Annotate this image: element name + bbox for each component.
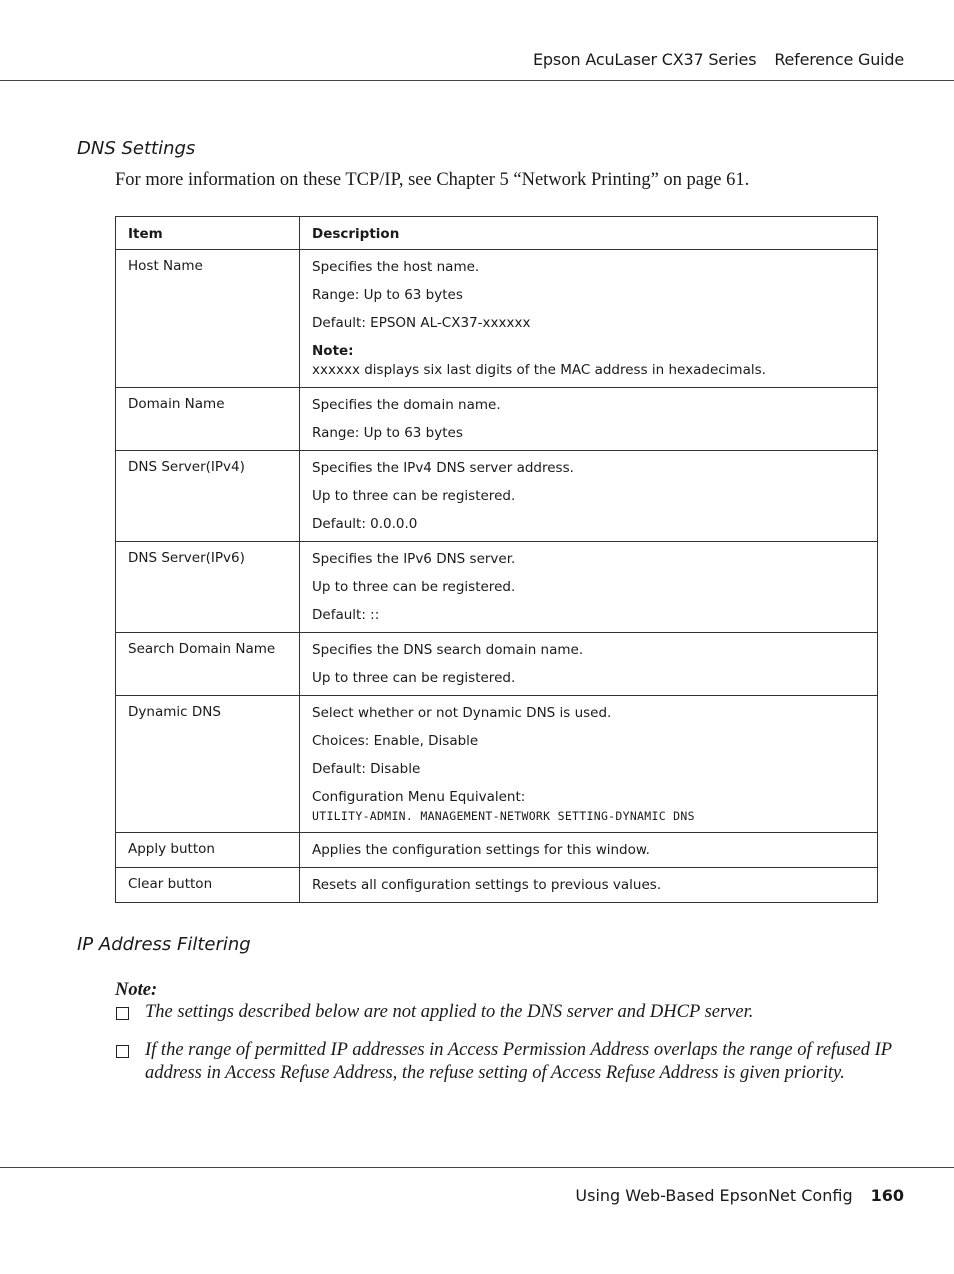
row-description: [300, 868, 878, 903]
description-line: Configuration Menu Equivalent:: [312, 789, 526, 805]
description-line: Select whether or not Dynamic DNS is used.: [312, 705, 612, 721]
description-line: Specifies the IPv6 DNS server.: [312, 551, 516, 567]
header-product: Epson AcuLaser CX37 Series: [532, 50, 757, 69]
description-line: Default: ::: [312, 607, 380, 623]
page-number: 160: [870, 1186, 904, 1205]
description-line: Up to three can be registered.: [312, 579, 516, 595]
footer-divider: [0, 1167, 954, 1168]
menu-path: UTILITY-ADMIN. MANAGEMENT-NETWORK SETTING-DYNAMIC DNS: [312, 809, 695, 823]
note-item: [115, 1039, 895, 1085]
description-line: Specifies the DNS search domain name.: [312, 642, 584, 658]
ip-filtering-title: IP Address Filtering: [77, 934, 251, 955]
dns-settings-table: [115, 216, 878, 903]
page-header: [0, 0, 954, 81]
table-row: [116, 388, 878, 451]
description-line: Up to three can be registered.: [312, 488, 516, 504]
row-item: Search Domain Name: [116, 633, 300, 696]
description-line: Specifies the host name.: [312, 259, 480, 275]
row-description: [300, 833, 878, 868]
row-item: Dynamic DNS: [116, 696, 300, 833]
row-item: Apply button: [116, 833, 300, 868]
checkbox-bullet-icon: [116, 1045, 129, 1058]
row-description: [300, 451, 878, 542]
description-line: Range: Up to 63 bytes: [312, 287, 463, 303]
description-line: Default: 0.0.0.0: [312, 516, 418, 532]
header-guide: Reference Guide: [774, 50, 904, 69]
row-description: [300, 696, 878, 833]
row-item: Clear button: [116, 868, 300, 903]
note-item: [115, 1001, 895, 1024]
row-description: [300, 388, 878, 451]
footer-chapter: Using Web-Based EpsonNet Config: [575, 1186, 853, 1205]
table-row: [116, 833, 878, 868]
description-line: Default: EPSON AL-CX37-xxxxxx: [312, 315, 531, 331]
table-row: [116, 250, 878, 388]
table-row: [116, 696, 878, 833]
note-text: If the range of permitted IP addresses in Access Permission Address overlaps the range of refused IP address in Access Refuse Address, the refuse setting of Access Refuse Address is given priority.: [145, 1040, 892, 1083]
row-item: Domain Name: [116, 388, 300, 451]
table-header-row: [116, 217, 878, 250]
row-description: [300, 250, 878, 388]
note-label: Note:: [312, 343, 354, 359]
row-item: DNS Server(IPv4): [116, 451, 300, 542]
table-row: [116, 633, 878, 696]
description-line: Specifies the domain name.: [312, 397, 501, 413]
description-line: Up to three can be registered.: [312, 670, 516, 686]
row-description: [300, 542, 878, 633]
dns-settings-title: DNS Settings: [77, 138, 196, 159]
description-line: Choices: Enable, Disable: [312, 733, 479, 749]
row-item: DNS Server(IPv6): [116, 542, 300, 633]
checkbox-bullet-icon: [116, 1007, 129, 1020]
dns-intro-paragraph: For more information on these TCP/IP, see Chapter 5 “Network Printing” on page 61.: [115, 170, 750, 190]
note-label: Note:: [115, 980, 158, 1000]
ip-filtering-note: [115, 980, 895, 1085]
page-footer: [575, 1186, 904, 1205]
note-text: The settings described below are not applied to the DNS server and DHCP server.: [145, 1002, 754, 1022]
row-item: Host Name: [116, 250, 300, 388]
table-row: [116, 868, 878, 903]
table-row: [116, 451, 878, 542]
column-header-description: Description: [300, 217, 878, 250]
note-text: xxxxxx displays six last digits of the MAC address in hexadecimals.: [312, 362, 766, 378]
header-text: [533, 50, 904, 69]
row-description: [300, 633, 878, 696]
description-line: Specifies the IPv4 DNS server address.: [312, 460, 574, 476]
table-row: [116, 542, 878, 633]
description-line: Applies the configuration settings for this window.: [312, 842, 650, 858]
column-header-item: Item: [116, 217, 300, 250]
description-line: Resets all configuration settings to previous values.: [312, 877, 662, 893]
description-line: Range: Up to 63 bytes: [312, 425, 463, 441]
description-line: Default: Disable: [312, 761, 421, 777]
